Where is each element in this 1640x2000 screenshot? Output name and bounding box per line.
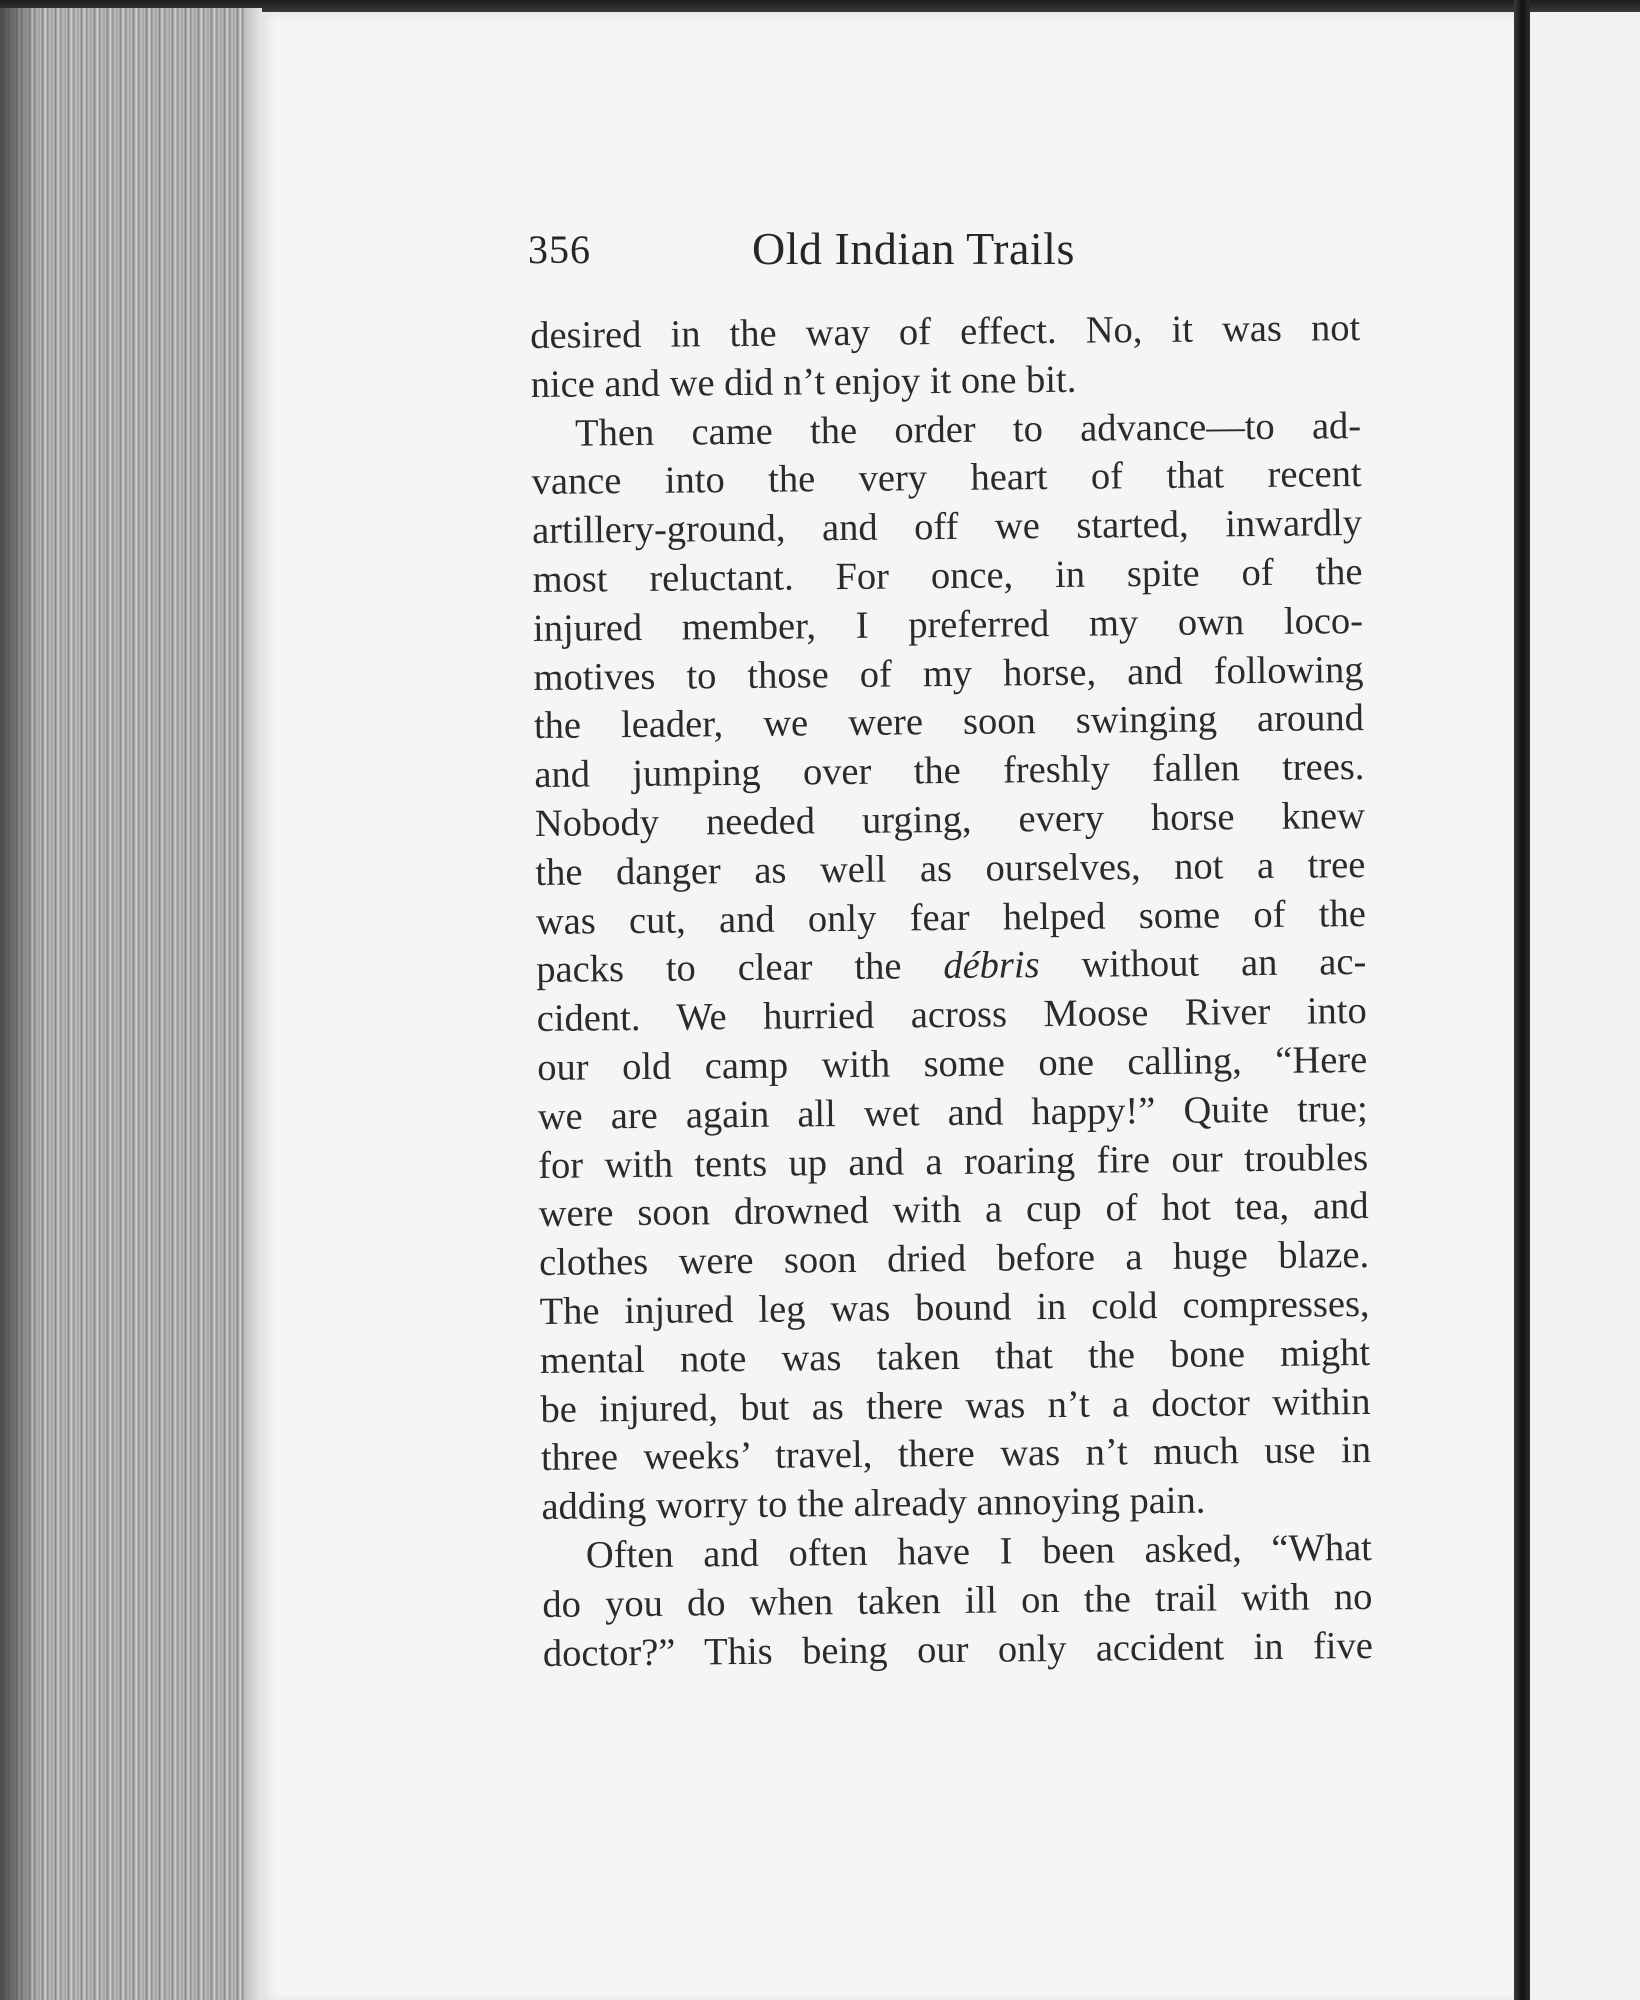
stacked-page-edges: [0, 8, 262, 2000]
text-line: The injured leg was bound in cold compresses,: [539, 1282, 1370, 1333]
text-line: do you do when taken ill on the trail with no: [542, 1575, 1373, 1626]
text-line: Nobody needed urging, every horse knew: [534, 794, 1366, 845]
text-line: vance into the very heart of that recent: [531, 453, 1362, 504]
text-line: packs to clear the débris without an ac-: [536, 941, 1367, 992]
book-spine: [1514, 0, 1530, 2000]
text-line: most reluctant. For once, in spite of the: [532, 551, 1363, 601]
italic-word: débris: [943, 944, 1040, 988]
text-line: were soon drowned with a cup of hot tea, and: [538, 1185, 1369, 1236]
text-line: doctor?” This being our only accident in five: [542, 1624, 1374, 1675]
text-line: desired in the way of effect. No, it was not: [530, 307, 1361, 357]
text-line: three weeks’ travel, there was n’t much use in: [540, 1429, 1372, 1480]
text-line: artillery-ground, and off we started, inwardly: [531, 502, 1363, 553]
text-line: Often and often have I been asked, “What: [585, 1526, 1373, 1577]
text-line: and jumping over the freshly fallen trees.: [534, 746, 1365, 797]
text-line: clothes were soon dried before a huge blaze.: [538, 1234, 1370, 1285]
text-line: our old camp with some one calling, “Here: [537, 1038, 1368, 1089]
text-line: injured member, I preferred my own loco-: [532, 599, 1364, 650]
body-text: [530, 304, 1373, 1678]
facing-page-edge: [1530, 12, 1640, 2000]
text-line: the danger as well as ourselves, not a tree: [535, 843, 1366, 894]
text-line: was cut, and only fear helped some of the: [535, 892, 1367, 943]
text-line: Then came the order to advance—to ad-: [574, 404, 1362, 455]
text-line: motives to those of my horse, and following: [533, 648, 1364, 699]
text-line: cident. We hurried across Moose River into: [536, 990, 1367, 1041]
text-line: be injured, but as there was n’t a doctor within: [540, 1380, 1371, 1431]
text-line: mental note was taken that the bone might: [539, 1331, 1371, 1382]
page-header: [528, 222, 1128, 282]
text-line: we are again all wet and happy!” Quite true;: [537, 1087, 1368, 1138]
text-line: for with tents up and a roaring fire our troubles: [537, 1136, 1369, 1187]
text-line: adding worry to the already annoying pain.: [541, 1479, 1206, 1529]
text-line: nice and we did n’t enjoy it one bit.: [530, 358, 1077, 406]
running-title: Old Indian Trails: [752, 223, 1075, 274]
text-line: the leader, we were soon swinging around: [533, 697, 1365, 748]
page-number: 356: [528, 227, 591, 272]
